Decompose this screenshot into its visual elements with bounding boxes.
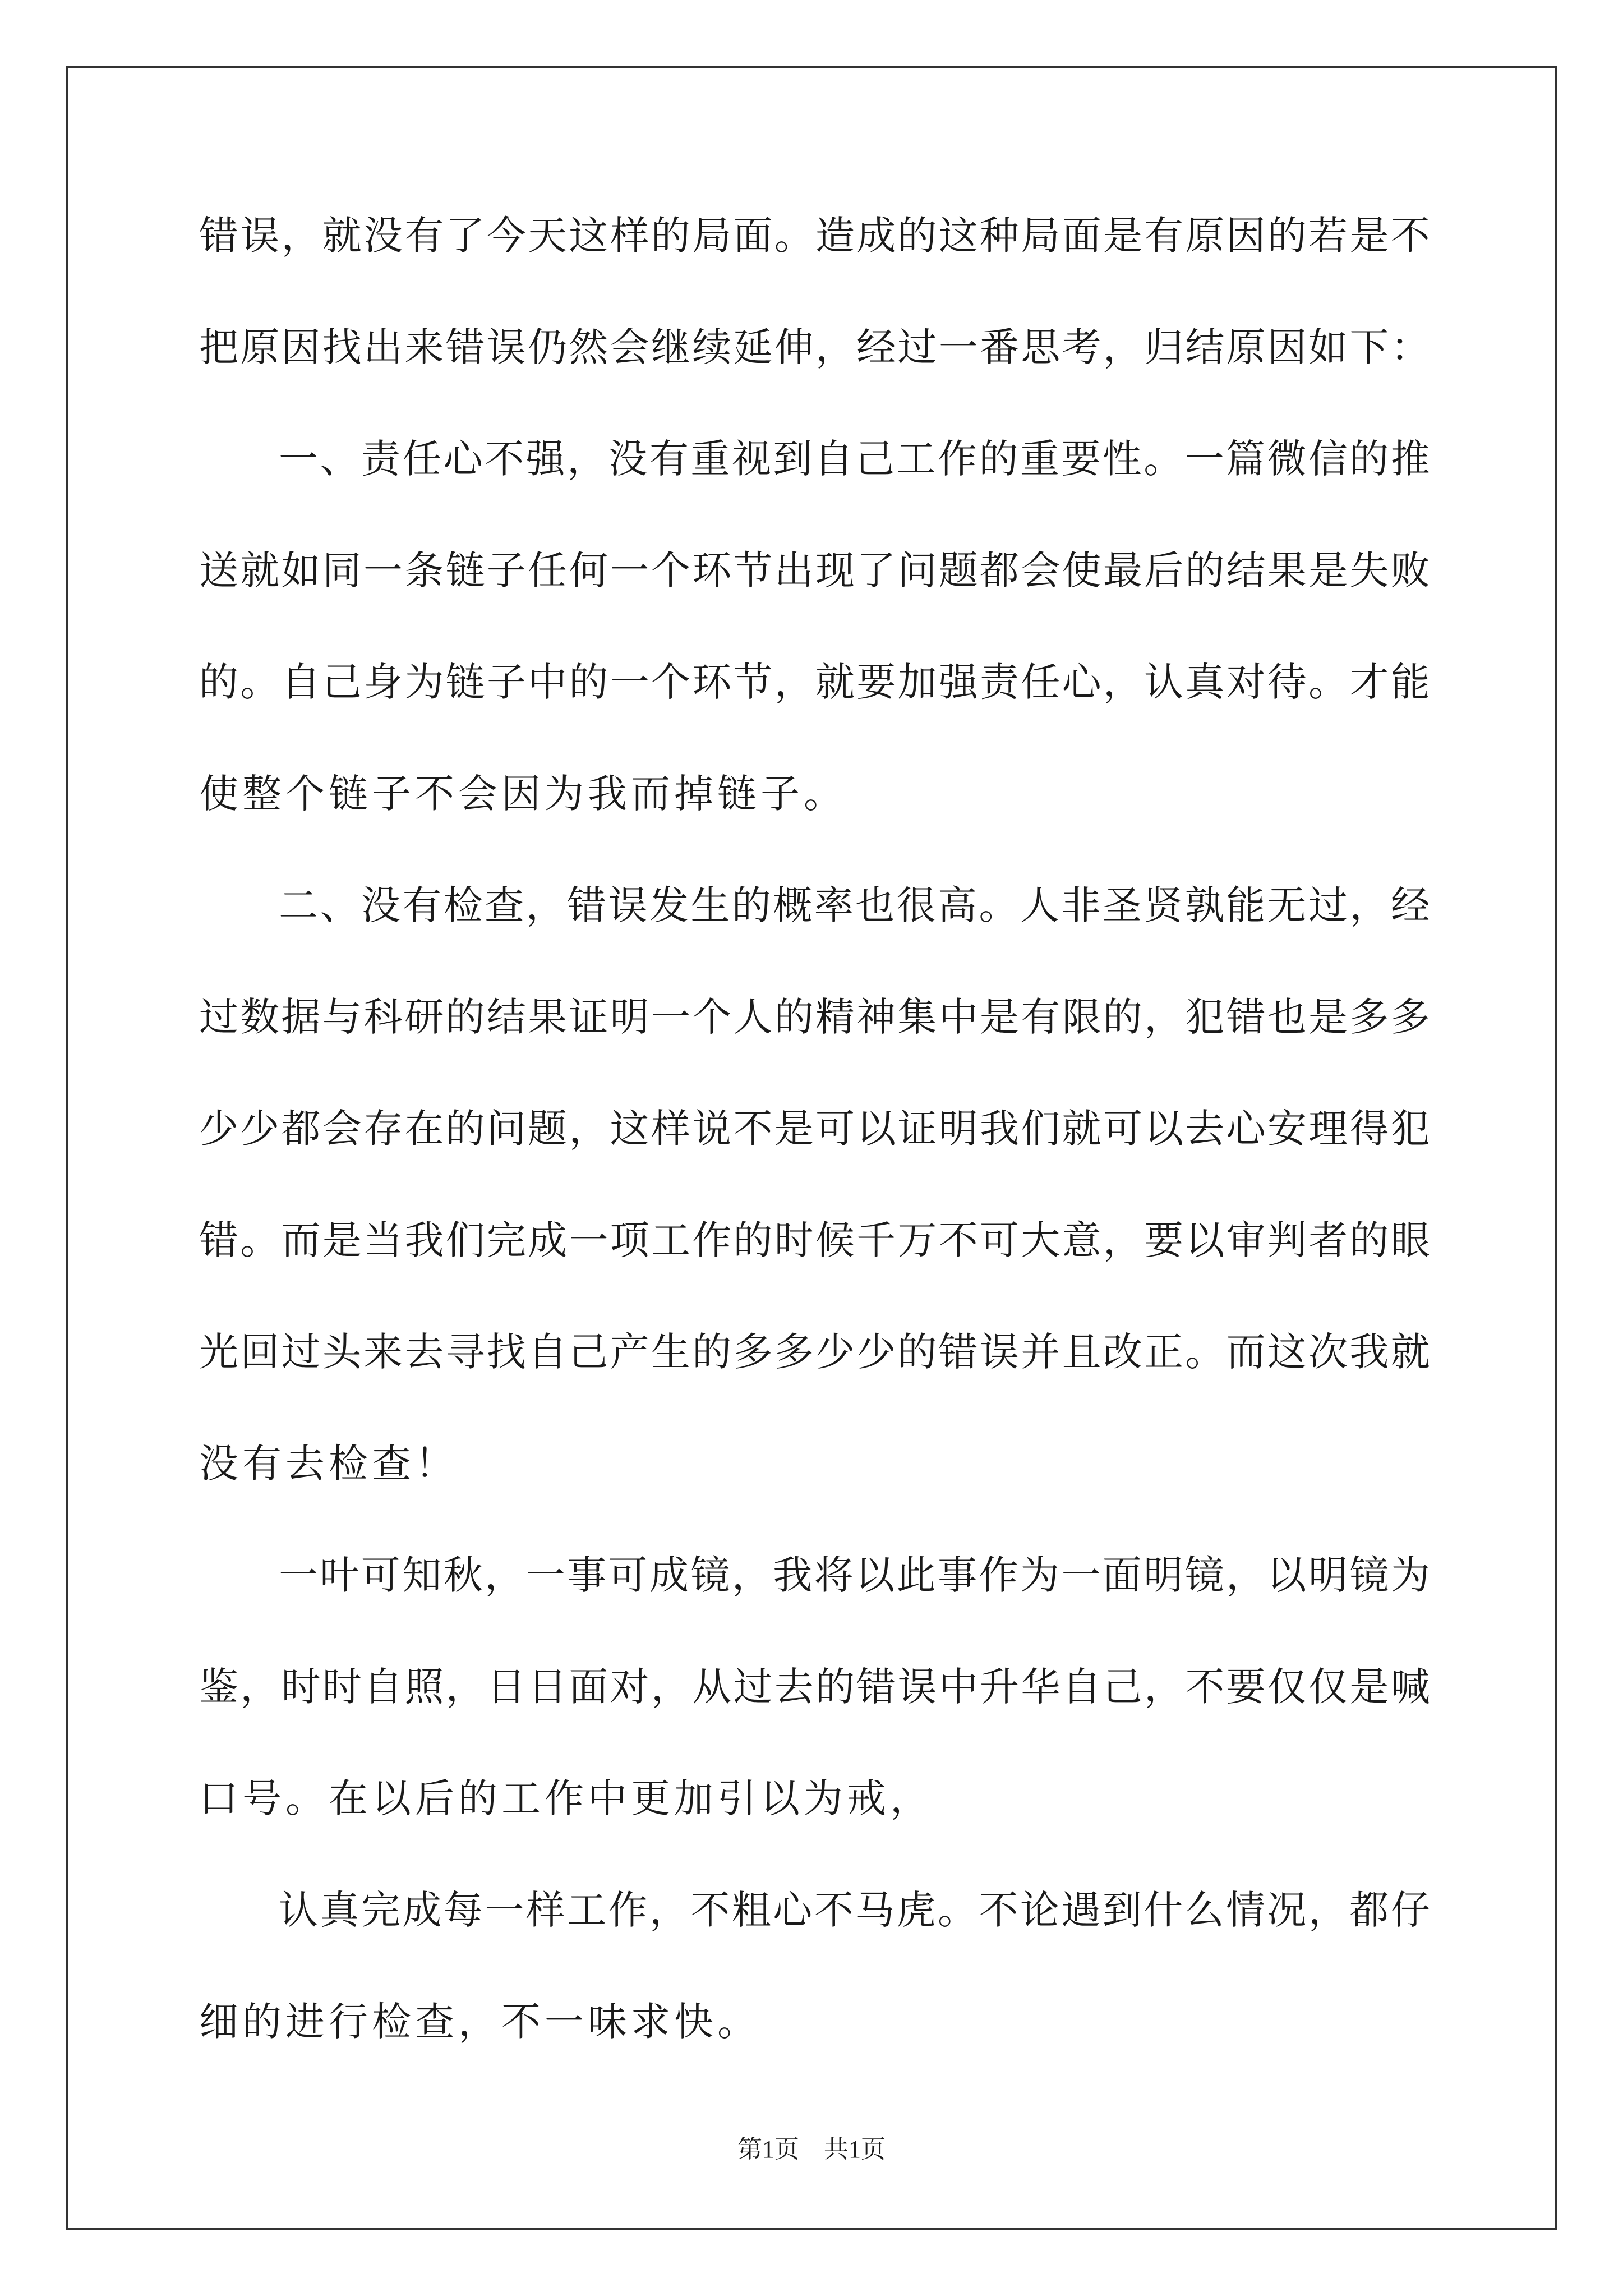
text-line: 过 数 据 与 科 研 的 结 果 证 明 一 个 人 的 精 神 集 中 是 有 限 的 ， 犯 错 也 是 多 多 [199, 994, 1430, 1040]
text-line: 错 。 而 是 当 我 们 完 成 一 项 工 作 的 时 候 千 万 不 可 大 意 ， 要 以 审 判 者 的 眼 [199, 1217, 1430, 1263]
page-number-footer: 第1页 共1页 [737, 2136, 886, 2163]
text-line: 的 。 自 己 身 为 链 子 中 的 一 个 环 节 ， 就 要 加 强 责 任 心 ， 认 真 对 待 。 才 能 [199, 659, 1430, 705]
text-line: 一 、 责 任 心 不 强 ， 没 有 重 视 到 自 己 工 作 的 重 要 性 。 一 篇 微 信 的 推 [279, 436, 1430, 482]
text-line: 使整个链子不会因为我而掉链子。 [199, 771, 847, 817]
text-line: 二 、 没 有 检 查 ， 错 误 发 生 的 概 率 也 很 高 。 人 非 圣 贤 孰 能 无 过 ， 经 [279, 882, 1430, 928]
text-line: 光 回 过 头 来 去 寻 找 自 己 产 生 的 多 多 少 少 的 错 误 并 且 改 正 。 而 这 次 我 就 [199, 1329, 1430, 1375]
text-line: 错 误 ， 就 没 有 了 今 天 这 样 的 局 面 。 造 成 的 这 种 局 面 是 有 原 因 的 若 是 不 [199, 213, 1430, 259]
text-line: 把 原 因 找 出 来 错 误 仍 然 会 继 续 延 伸 ， 经 过 一 番 思 考 ， 归 结 原 因 如 下 ： [199, 324, 1430, 370]
text-line: 一 叶 可 知 秋 ， 一 事 可 成 镜 ， 我 将 以 此 事 作 为 一 面 明 镜 ， 以 明 镜 为 [279, 1552, 1430, 1598]
text-line: 鉴 ， 时 时 自 照 ， 日 日 面 对 ， 从 过 去 的 错 误 中 升 华 自 己 ， 不 要 仅 仅 是 喊 [199, 1664, 1430, 1710]
text-line: 没有去检查！ [199, 1441, 458, 1487]
text-line: 细的进行检查，不一味求快。 [199, 1999, 760, 2045]
text-line: 认 真 完 成 每 一 样 工 作 ， 不 粗 心 不 马 虎 。 不 论 遇 到 什 么 情 况 ， 都 仔 [279, 1887, 1430, 1933]
text-line: 口号。在以后的工作中更加引以为戒， [199, 1775, 933, 1821]
text-line: 送 就 如 同 一 条 链 子 任 何 一 个 环 节 出 现 了 问 题 都 会 使 最 后 的 结 果 是 失 败 [199, 547, 1430, 593]
text-line: 少 少 都 会 存 在 的 问 题 ， 这 样 说 不 是 可 以 证 明 我 们 就 可 以 去 心 安 理 得 犯 [199, 1106, 1430, 1152]
